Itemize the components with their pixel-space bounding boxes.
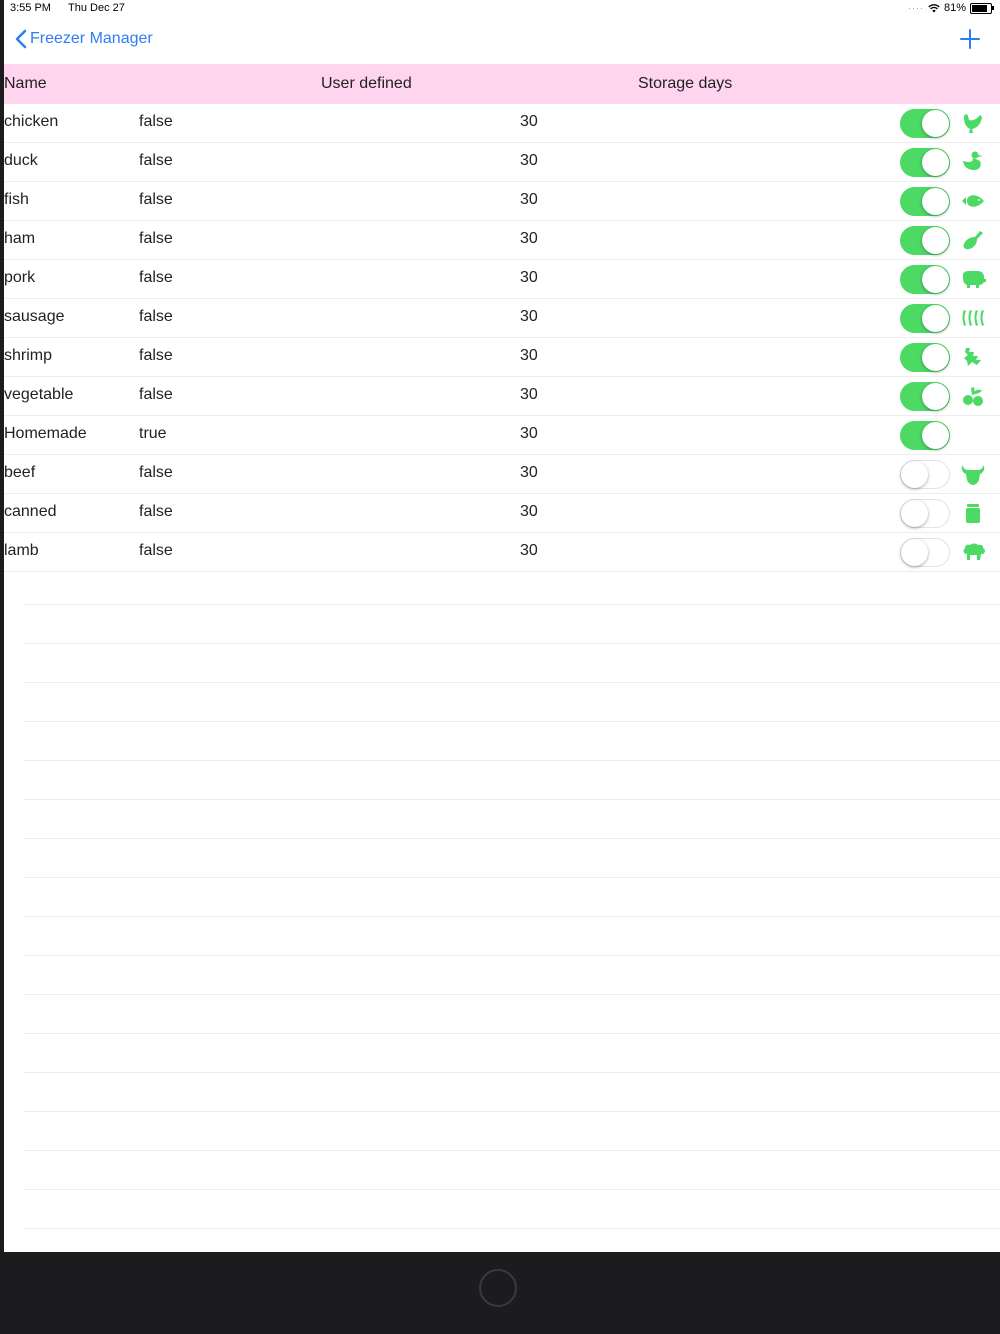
row-storage-days: 30 bbox=[520, 308, 538, 325]
empty-row bbox=[24, 1190, 1000, 1229]
plus-icon[interactable] bbox=[958, 27, 982, 51]
column-header-name: Name bbox=[4, 75, 47, 92]
row-storage-days: 30 bbox=[520, 503, 538, 520]
status-date: Thu Dec 27 bbox=[68, 2, 125, 14]
wifi-icon bbox=[928, 3, 940, 13]
enable-toggle[interactable] bbox=[900, 304, 950, 333]
app-screen bbox=[4, 0, 1000, 1252]
empty-table-area bbox=[24, 566, 1000, 1229]
empty-row bbox=[24, 878, 1000, 917]
empty-row bbox=[24, 566, 1000, 605]
row-user-defined: false bbox=[139, 386, 173, 403]
row-name: duck bbox=[4, 152, 38, 169]
enable-toggle[interactable] bbox=[900, 148, 950, 177]
enable-toggle[interactable] bbox=[900, 538, 950, 567]
navigation-bar bbox=[4, 18, 1000, 64]
row-user-defined: false bbox=[139, 503, 173, 520]
enable-toggle[interactable] bbox=[900, 226, 950, 255]
status-time: 3:55 PM bbox=[10, 2, 51, 14]
table-row[interactable] bbox=[4, 377, 1000, 416]
empty-row bbox=[24, 917, 1000, 956]
row-storage-days: 30 bbox=[520, 542, 538, 559]
enable-toggle[interactable] bbox=[900, 499, 950, 528]
enable-toggle[interactable] bbox=[900, 343, 950, 372]
battery-icon bbox=[970, 3, 992, 14]
table-row[interactable] bbox=[4, 338, 1000, 377]
table-row[interactable] bbox=[4, 416, 1000, 455]
row-storage-days: 30 bbox=[520, 425, 538, 442]
enable-toggle[interactable] bbox=[900, 187, 950, 216]
home-button[interactable] bbox=[479, 1269, 517, 1307]
row-name: sausage bbox=[4, 308, 65, 325]
row-name: shrimp bbox=[4, 347, 53, 364]
row-user-defined: false bbox=[139, 347, 173, 364]
shrimp-icon bbox=[960, 345, 986, 369]
row-name: beef bbox=[4, 464, 36, 481]
cow-icon bbox=[960, 462, 986, 486]
column-header-storage-days: Storage days bbox=[638, 75, 733, 92]
row-storage-days: 30 bbox=[520, 230, 538, 247]
table-row[interactable] bbox=[4, 182, 1000, 221]
row-user-defined: false bbox=[139, 230, 173, 247]
row-user-defined: false bbox=[139, 269, 173, 286]
row-storage-days: 30 bbox=[520, 386, 538, 403]
row-name: Homemade bbox=[4, 425, 87, 442]
chevron-left-icon bbox=[14, 29, 28, 49]
row-storage-days: 30 bbox=[520, 113, 538, 130]
row-user-defined: false bbox=[139, 464, 173, 481]
row-name: chicken bbox=[4, 113, 59, 130]
ham-icon bbox=[960, 228, 986, 252]
empty-row bbox=[24, 1034, 1000, 1073]
pig-icon bbox=[960, 267, 986, 291]
table-row[interactable] bbox=[4, 260, 1000, 299]
empty-row bbox=[24, 761, 1000, 800]
empty-row bbox=[24, 956, 1000, 995]
empty-row bbox=[24, 839, 1000, 878]
row-name: pork bbox=[4, 269, 36, 286]
back-button[interactable] bbox=[14, 29, 153, 49]
row-user-defined: false bbox=[139, 152, 173, 169]
row-storage-days: 30 bbox=[520, 152, 538, 169]
table-row[interactable] bbox=[4, 104, 1000, 143]
empty-row bbox=[24, 995, 1000, 1034]
empty-row bbox=[24, 683, 1000, 722]
row-storage-days: 30 bbox=[520, 269, 538, 286]
row-user-defined: true bbox=[139, 425, 167, 442]
back-button-label: Freezer Manager bbox=[30, 30, 153, 47]
battery-percent: 81% bbox=[943, 2, 966, 14]
sausage-icon bbox=[960, 306, 986, 330]
row-name: vegetable bbox=[4, 386, 74, 403]
enable-toggle[interactable] bbox=[900, 265, 950, 294]
table-row[interactable] bbox=[4, 494, 1000, 533]
can-icon bbox=[960, 501, 986, 525]
row-storage-days: 30 bbox=[520, 191, 538, 208]
row-name: ham bbox=[4, 230, 36, 247]
row-storage-days: 30 bbox=[520, 464, 538, 481]
empty-row bbox=[24, 800, 1000, 839]
table-row[interactable] bbox=[4, 221, 1000, 260]
food-list bbox=[4, 104, 1000, 572]
row-user-defined: false bbox=[139, 113, 173, 130]
table-header bbox=[4, 64, 1000, 104]
row-user-defined: false bbox=[139, 191, 173, 208]
table-row[interactable] bbox=[4, 455, 1000, 494]
row-name: fish bbox=[4, 191, 29, 208]
empty-row bbox=[24, 722, 1000, 761]
row-user-defined: false bbox=[139, 308, 173, 325]
row-name: lamb bbox=[4, 542, 39, 559]
empty-row bbox=[24, 644, 1000, 683]
row-name: canned bbox=[4, 503, 57, 520]
table-row[interactable] bbox=[4, 299, 1000, 338]
table-row[interactable] bbox=[4, 143, 1000, 182]
chicken-icon bbox=[960, 111, 986, 135]
sheep-icon bbox=[960, 540, 986, 564]
signal-icon: ···· bbox=[907, 3, 924, 13]
empty-row bbox=[24, 605, 1000, 644]
column-header-user-defined: User defined bbox=[321, 75, 412, 92]
empty-row bbox=[24, 1151, 1000, 1190]
device-bezel bbox=[0, 1252, 1000, 1334]
empty-row bbox=[24, 1073, 1000, 1112]
duck-icon bbox=[960, 150, 986, 174]
row-user-defined: false bbox=[139, 542, 173, 559]
row-storage-days: 30 bbox=[520, 347, 538, 364]
status-indicators bbox=[908, 2, 992, 14]
empty-row bbox=[24, 1112, 1000, 1151]
enable-toggle[interactable] bbox=[900, 421, 950, 450]
enable-toggle[interactable] bbox=[900, 109, 950, 138]
vegetable-icon bbox=[960, 384, 986, 408]
status-bar bbox=[4, 0, 1000, 18]
enable-toggle[interactable] bbox=[900, 460, 950, 489]
enable-toggle[interactable] bbox=[900, 382, 950, 411]
fish-icon bbox=[960, 189, 986, 213]
